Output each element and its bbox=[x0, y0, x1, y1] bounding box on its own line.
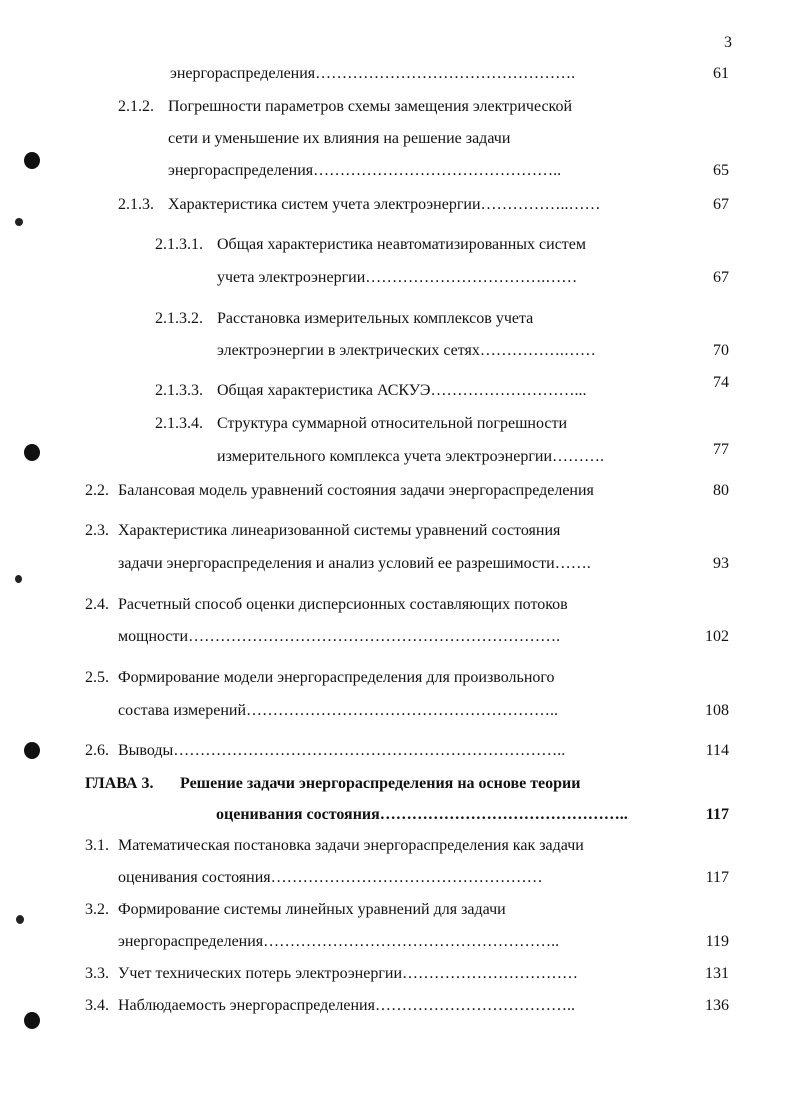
entry-text-line: Математическая постановка задачи энергораспределения как задачи bbox=[118, 837, 584, 854]
entry-number: 3.2. bbox=[85, 901, 109, 918]
entry-text-line: энергораспределения……………………………………….. bbox=[168, 162, 562, 179]
entry-text-line: Решение задачи энергораспределения на основе теории bbox=[180, 775, 581, 792]
entry-page: 70 bbox=[713, 342, 729, 359]
entry-text-line: Структура суммарной относительной погрешности bbox=[217, 415, 567, 432]
entry-text-line: энергораспределения…………………………………………. bbox=[170, 65, 576, 82]
entry-text-line: задачи энергораспределения и анализ условий ее разрешимости……. bbox=[118, 555, 591, 572]
entry-number: 2.1.3.1. bbox=[155, 236, 203, 253]
punch-hole bbox=[24, 152, 40, 169]
entry-number: 2.1.3. bbox=[118, 196, 154, 213]
entry-number: 2.4. bbox=[85, 596, 109, 613]
entry-text-line: Характеристика линеаризованной системы уравнений состояния bbox=[118, 522, 561, 539]
entry-text-line: Расчетный способ оценки дисперсионных составляющих потоков bbox=[118, 596, 568, 613]
entry-number: 3.1. bbox=[85, 837, 109, 854]
entry-text-line: Балансовая модель уравнений состояния задачи энергораспределения bbox=[118, 482, 594, 499]
entry-page: 93 bbox=[713, 555, 729, 572]
entry-number: 2.5. bbox=[85, 669, 109, 686]
page-number: 3 bbox=[724, 34, 732, 51]
punch-hole bbox=[24, 742, 40, 759]
entry-text-line: Формирование модели энергораспределения для произвольного bbox=[118, 669, 555, 686]
entry-text-line: Наблюдаемость энергораспределения……………………………….. bbox=[118, 997, 575, 1014]
entry-text-line: Расстановка измерительных комплексов учета bbox=[217, 310, 534, 327]
entry-number: 2.1.3.4. bbox=[155, 415, 203, 432]
entry-text-line: измерительного комплекса учета электроэнергии………. bbox=[217, 448, 605, 465]
entry-text-line: оценивания состояния……………………………………….. bbox=[216, 806, 628, 823]
entry-text-line: Общая характеристика неавтоматизированных систем bbox=[217, 236, 587, 253]
entry-page: 61 bbox=[713, 65, 729, 82]
entry-text-line: энергораспределения……………………………………………….. bbox=[118, 933, 560, 950]
punch-hole bbox=[24, 444, 40, 461]
scan-speck bbox=[15, 218, 23, 226]
entry-page: 74 bbox=[713, 374, 729, 391]
entry-page: 67 bbox=[713, 196, 729, 213]
entry-text-line: оценивания состояния…………………………………………… bbox=[118, 869, 543, 886]
entry-number: 2.1.3.2. bbox=[155, 310, 203, 327]
entry-page: 114 bbox=[705, 742, 729, 759]
entry-page: 136 bbox=[705, 997, 729, 1014]
entry-text-line: мощности……………………………………………………………. bbox=[118, 628, 561, 645]
entry-page: 117 bbox=[705, 806, 729, 823]
entry-text-line: Выводы……………………………………………………………….. bbox=[118, 742, 566, 759]
entry-page: 80 bbox=[713, 482, 729, 499]
entry-page: 131 bbox=[705, 965, 729, 982]
entry-page: 65 bbox=[713, 162, 729, 179]
entry-number: 2.6. bbox=[85, 742, 109, 759]
entry-number: 2.1.3.3. bbox=[155, 382, 203, 399]
entry-page: 119 bbox=[705, 933, 729, 950]
entry-number: 3.4. bbox=[85, 997, 109, 1014]
entry-page: 117 bbox=[705, 869, 729, 886]
entry-page: 102 bbox=[705, 628, 729, 645]
entry-page: 108 bbox=[705, 702, 729, 719]
entry-text-line: Формирование системы линейных уравнений для задачи bbox=[118, 901, 506, 918]
entry-text-line: Учет технических потерь электроэнергии…………………………… bbox=[118, 965, 579, 982]
entry-text-line: учета электроэнергии…………………………….…… bbox=[217, 269, 578, 286]
entry-text-line: Погрешности параметров схемы замещения электрической bbox=[168, 98, 573, 115]
entry-text-line: электроэнергии в электрических сетях…………….…… bbox=[217, 342, 596, 359]
entry-number: 2.1.2. bbox=[118, 98, 154, 115]
entry-number: 3.3. bbox=[85, 965, 109, 982]
entry-page: 67 bbox=[713, 269, 729, 286]
scan-speck bbox=[15, 575, 22, 583]
entry-text-line: состава измерений………………………………………………….. bbox=[118, 702, 559, 719]
entry-page: 77 bbox=[713, 441, 729, 458]
entry-text-line: Общая характеристика АСКУЭ………………………... bbox=[217, 382, 587, 399]
entry-number: 2.3. bbox=[85, 522, 109, 539]
chapter-number: ГЛАВА 3. bbox=[85, 775, 154, 792]
entry-text-line: сети и уменьшение их влияния на решение задачи bbox=[168, 130, 511, 147]
punch-hole bbox=[24, 1012, 40, 1029]
entry-number: 2.2. bbox=[85, 482, 109, 499]
scan-speck bbox=[16, 915, 24, 924]
entry-text-line: Характеристика систем учета электроэнергии……………..…… bbox=[168, 196, 601, 213]
